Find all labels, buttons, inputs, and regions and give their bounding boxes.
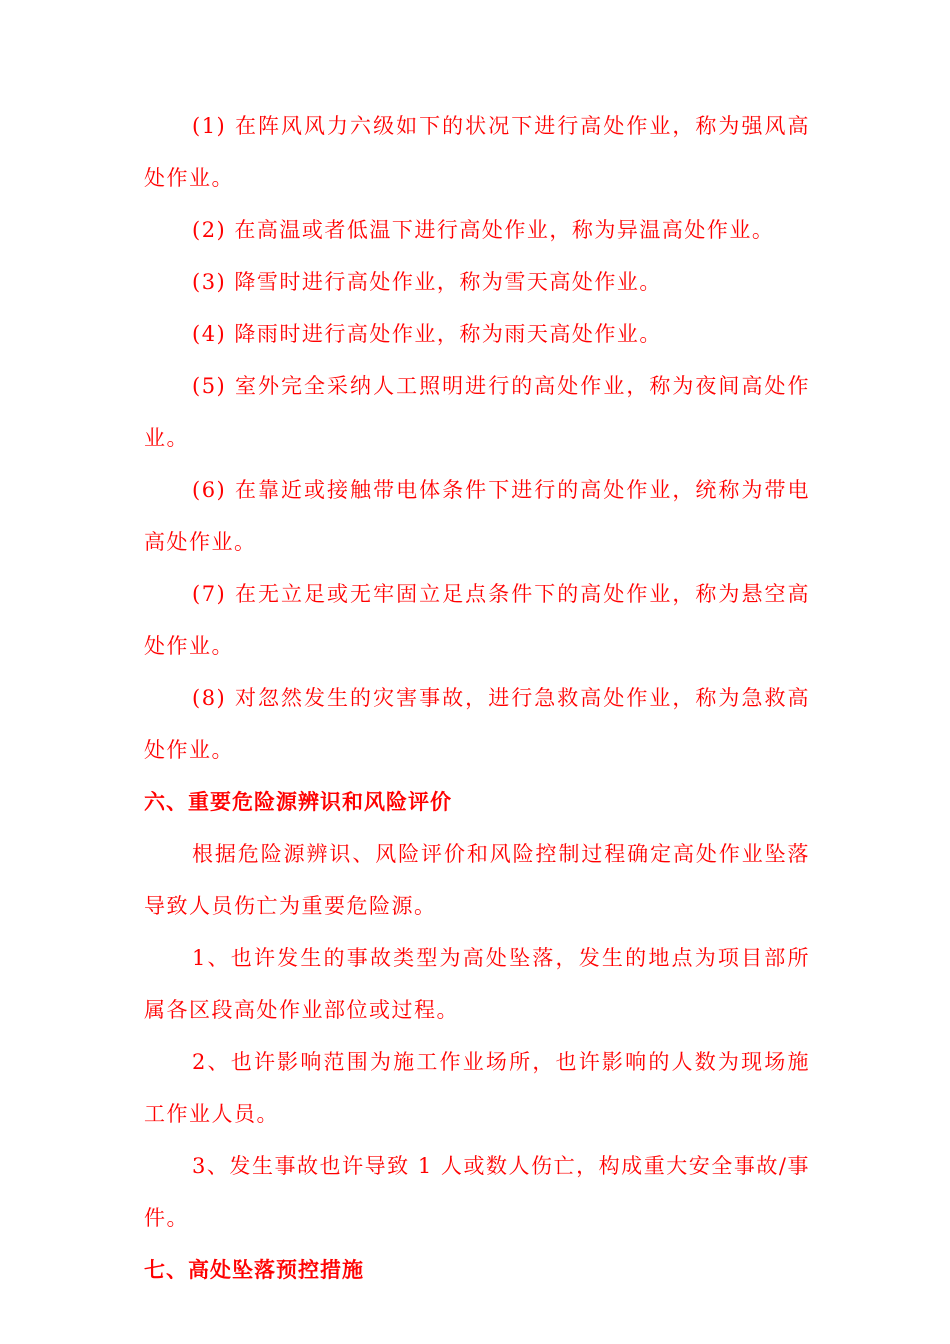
item-5: (5) 室外完全采纳人工照明进行的高处作业，称为夜间高处作业。	[144, 374, 810, 450]
item-2: (2) 在高温或者低温下进行高处作业，称为异温高处作业。	[192, 218, 775, 242]
item-8: (8) 对忽然发生的灾害事故，进行急救高处作业，称为急救高处作业。	[144, 686, 810, 762]
item-6: (6) 在靠近或接触带电体条件下进行的高处作业，统称为带电高处作业。	[144, 478, 810, 554]
section-6-point-1: 1、也许发生的事故类型为高处坠落，发生的地点为项目部所属各区段高处作业部位或过程。	[144, 946, 810, 1022]
item-7: (7) 在无立足或无牢固立足点条件下的高处作业，称为悬空高处作业。	[144, 582, 810, 658]
item-3: (3) 降雪时进行高处作业，称为雪天高处作业。	[192, 270, 662, 294]
section-6-point-2: 2、也许影响范围为施工作业场所，也许影响的人数为现场施工作业人员。	[144, 1050, 810, 1126]
document-body	[144, 100, 810, 1296]
item-1: (1) 在阵风风力六级如下的状况下进行高处作业，称为强风高处作业。	[144, 114, 810, 190]
section-6-point-3: 3、发生事故也许导致 1 人或数人伤亡，构成重大安全事故/事件。	[144, 1154, 810, 1230]
item-4: (4) 降雨时进行高处作业，称为雨天高处作业。	[192, 322, 662, 346]
section-6-heading: 六、重要危险源辨识和风险评价	[144, 790, 452, 814]
section-7-heading: 七、高处坠落预控措施	[144, 1258, 364, 1282]
section-6-intro: 根据危险源辨识、风险评价和风险控制过程确定高处作业坠落导致人员伤亡为重要危险源。	[144, 842, 810, 918]
